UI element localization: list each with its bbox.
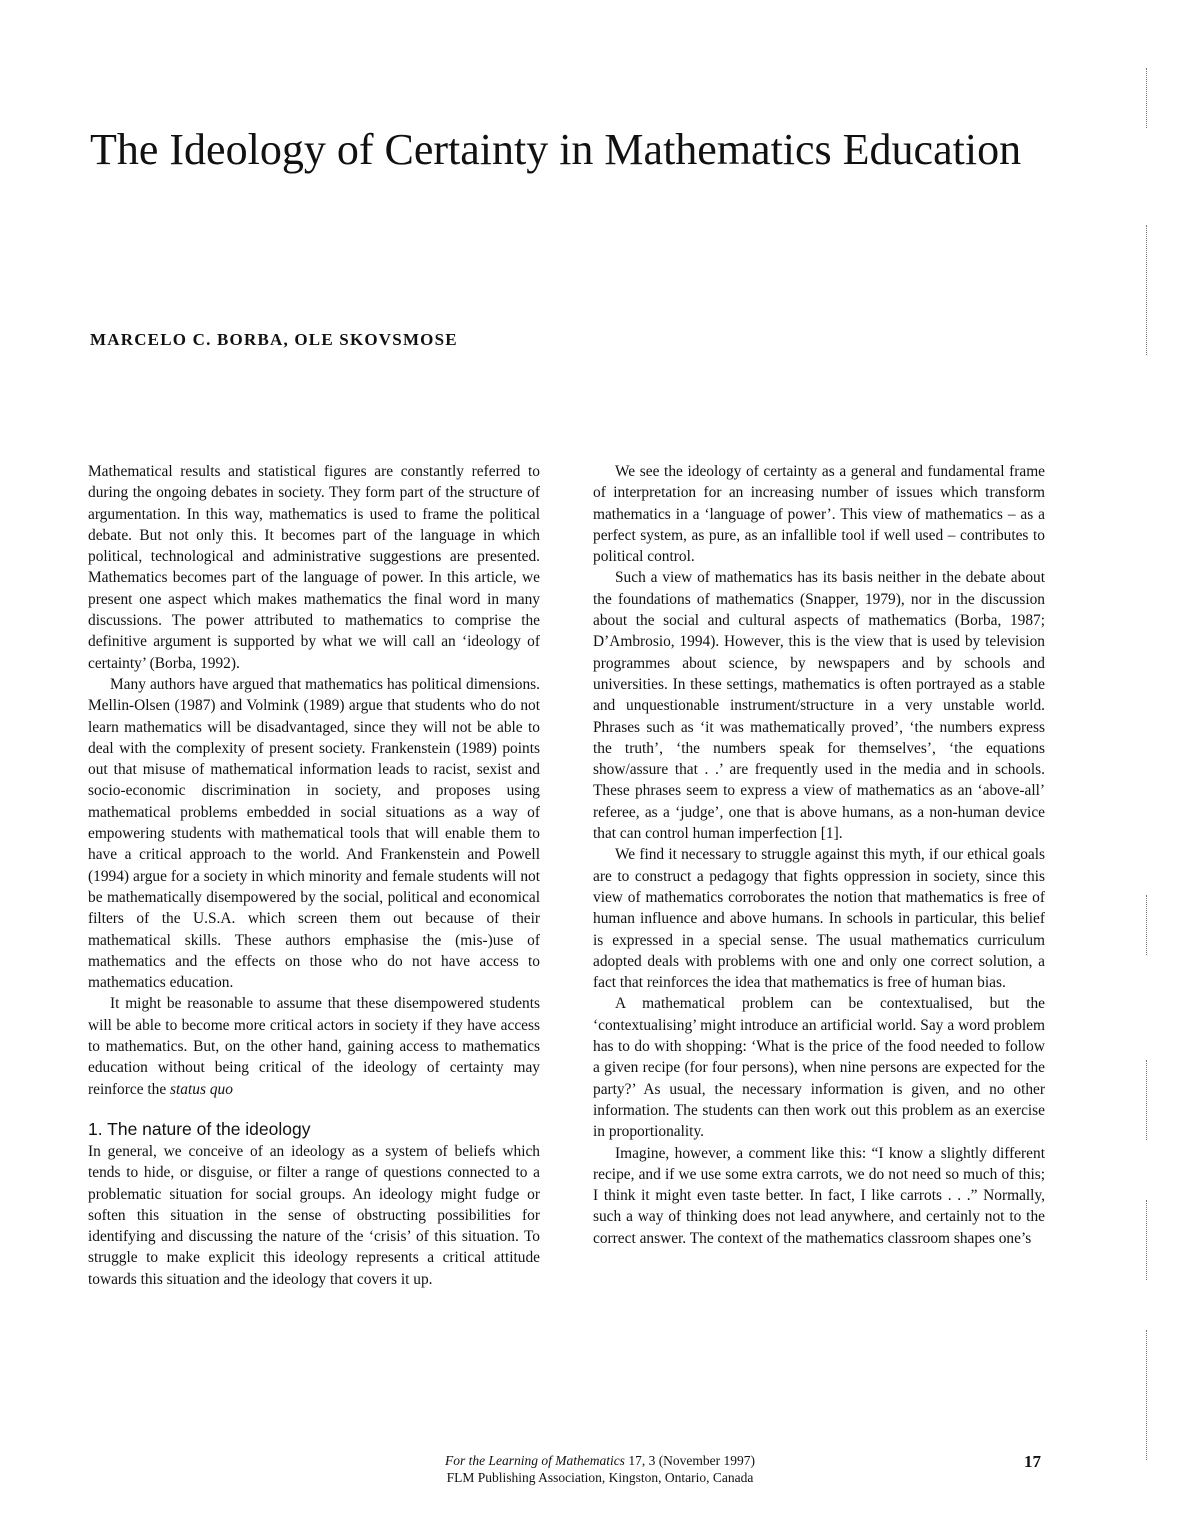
right-column [593,461,1045,1249]
page-footer [380,1452,820,1486]
scan-margin-mark [1146,1060,1147,1140]
scan-margin-mark [1146,225,1147,355]
paragraph: In general, we conceive of an ideology as a system of beliefs which tends to hide, or disguise, or filter a range of questions connected to a problematic situation for social groups. An ideology might fudge or soften this situation in the sense of obstructing possibilities for identifying and discussing the nature of the ‘crisis’ of this situation. To struggle to make explicit this ideology represents a critical attitude towards this situation and the ideology that covers it up. [88,1142,540,1288]
paragraph: Imagine, however, a comment like this: “I know a slightly different recipe, and if we use some extra carrots, we do not need so much of this; I think it might even taste better. In fact, I like carrots . . .” Normally, such a way of thinking does not lead anywhere, and certainly not to the correct answer. The context of the mathematics classroom shapes one’s [593,1144,1045,1247]
scan-margin-mark [1146,1330,1147,1460]
footer-publisher: FLM Publishing Association, Kingston, Ontario, Canada [446,1470,754,1485]
page-number: 17 [1024,1452,1041,1471]
paragraph: Many authors have argued that mathematics has political dimensions. Mellin-Olsen (1987) and Volmink (1989) argue that students who do not learn mathematics will be disadvantaged, since they will not be able to deal with the complexity of present society. Frankenstein (1989) points out that misuse of mathematical information leads to racist, sexist and socio-economic discrimination in society, and proposes using mathematical problems embedded in social situations as a way of empowering students with mathematical tools that will enable them to have a critical approach to the world. And Frankenstein and Powell (1994) argue for a society in which minority and female students will not be mathematically disempowered by the social, political and economical filters of the U.S.A. which screen them out because of their mathematical skills. These authors emphasise the (mis-)use of mathematics and the effects on those who do not have access to mathematics education. [88,675,540,992]
journal-name: For the Learning of Mathematics [444,1453,625,1468]
scan-margin-mark [1146,1200,1147,1280]
left-column [88,461,540,1290]
section-heading: 1. The nature of the ideology [88,1118,311,1139]
journal-issue: 17, 3 (November 1997) [628,1453,756,1468]
paragraph: A mathematical problem can be contextualised, but the ‘contextualising’ might introduce an artificial world. Say a word problem has to do with shopping: ‘What is the price of the food needed to follow a given recipe (for four persons), when nine persons are expected for the party?’ As usual, the necessary information is given, and no other information. The students can then work out this problem as an exercise in proportionality. [593,995,1045,1141]
paragraph: We find it necessary to struggle against this myth, if our ethical goals are to construct a pedagogy that fights oppression in society, since this view of mathematics corroborates the notion that mathematics is free of human influence and above humans. In schools in particular, this belief is expressed in a special sense. The usual mathematics curriculum adopted deals with problems with one and only one correct solution, a fact that reinforces the idea that mathematics is free of human bias. [593,846,1045,992]
paragraph [88,993,540,1099]
paragraph-text: It might be reasonable to assume that these disempowered students will be able to become more critical actors in society if they have access to mathematics. But, on the other hand, gaining access to mathematics education without being critical of the ideology of certainty may reinforce the [88,995,540,1098]
scan-margin-mark [1146,895,1147,955]
scan-margin-mark [1146,68,1147,128]
paragraph: We see the ideology of certainty as a general and fundamental frame of interpretation for an increasing number of issues which transform mathematics in a ‘language of power’. This view of mathematics – as a perfect system, as pure, as an infallible tool if well used – contributes to political control. [593,463,1045,566]
article-authors: MARCELO C. BORBA, OLE SKOVSMOSE [90,330,458,349]
italic-phrase: status quo [170,1080,233,1098]
footer-citation [380,1452,820,1469]
article-title: The Ideology of Certainty in Mathematics Education [90,125,1022,174]
paragraph: Such a view of mathematics has its basis neither in the debate about the foundations of mathematics (Snapper, 1979), nor in the discussion about the social and cultural aspects of mathematics (Borba, 1987; D’Ambrosio, 1994). However, this is the view that is used by television programmes about science, by newspapers and by schools and universities. In these settings, mathematics is often portrayed as a stable and unquestionable instrument/structure in a very unstable world. Phrases such as ‘it was mathematically proved’, ‘the numbers express the truth’, ‘the numbers speak for themselves’, ‘the equations show/assure that . .’ are frequently used in the media and in schools. These phrases seem to express a view of mathematics as an ‘above-all’ referee, as a ‘judge’, one that is above humans, as a non-human device that can control human imperfection [1]. [593,569,1045,843]
paragraph: Mathematical results and statistical figures are constantly referred to during the ongoing debates in society. They form part of the structure of argumentation. In this way, mathematics is used to frame the political debate. But not only this. It becomes part of the language in which political, technological and administrative suggestions are presented. Mathematics becomes part of the language of power. In this article, we present one aspect which makes mathematics the final word in many discussions. The power attributed to mathematics to comprise the definitive argument is supported by what we will call an ‘ideology of certainty’ (Borba, 1992). [88,463,540,672]
